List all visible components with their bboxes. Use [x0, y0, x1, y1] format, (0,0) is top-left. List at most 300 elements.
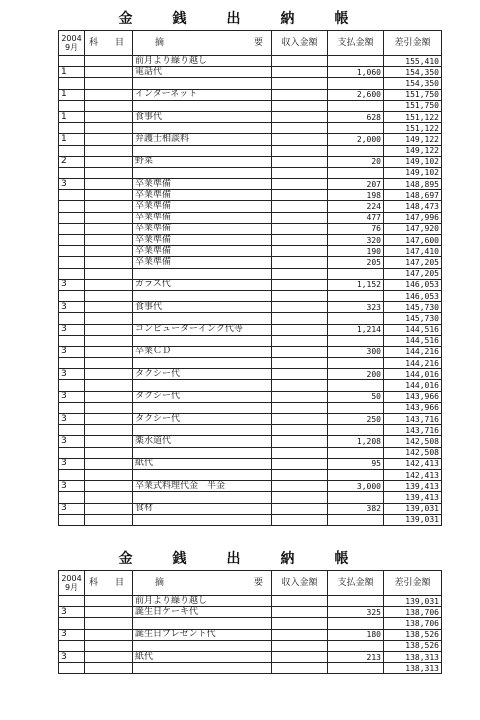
description-cell — [133, 402, 272, 413]
day-cell — [59, 663, 85, 674]
day-cell — [59, 235, 85, 246]
ledger-row — [59, 469, 442, 480]
header-date — [59, 571, 85, 596]
subject-cell — [85, 640, 133, 651]
payment-cell: 200 — [328, 369, 384, 380]
description-cell: 卒業準備 — [133, 257, 272, 268]
balance-cell: 151,122 — [384, 111, 442, 122]
subject-cell — [85, 279, 133, 290]
income-cell — [272, 447, 328, 458]
header-year: 2004 — [61, 574, 82, 583]
ledger-row — [59, 324, 442, 335]
description-cell: 卒業準備 — [133, 212, 272, 223]
description-cell: 弁護士相談料 — [133, 134, 272, 145]
payment-cell — [328, 663, 384, 674]
income-cell — [272, 179, 328, 190]
income-cell — [272, 629, 328, 640]
subject-cell — [85, 212, 133, 223]
day-cell — [59, 313, 85, 324]
income-cell — [272, 156, 328, 167]
payment-cell — [328, 640, 384, 651]
payment-cell: 190 — [328, 246, 384, 257]
ledger-title: 金 銭 出 納 帳 — [118, 551, 362, 567]
income-cell — [272, 302, 328, 313]
income-cell — [272, 235, 328, 246]
payment-cell: 2,000 — [328, 134, 384, 145]
balance-cell: 148,473 — [384, 201, 442, 212]
description-cell — [133, 492, 272, 503]
subject-cell — [85, 447, 133, 458]
description-cell: タクシー代 — [133, 414, 272, 425]
description-cell: 誕生日ケーキ代 — [133, 607, 272, 618]
payment-cell: 382 — [328, 503, 384, 514]
description-cell — [133, 425, 272, 436]
income-cell — [272, 380, 328, 391]
subject-cell — [85, 346, 133, 357]
balance-cell: 142,508 — [384, 447, 442, 458]
balance-cell: 147,410 — [384, 246, 442, 257]
description-cell: 前月より繰り越し — [133, 56, 272, 67]
day-cell: 3 — [59, 279, 85, 290]
balance-cell: 149,102 — [384, 167, 442, 178]
day-cell — [59, 514, 85, 525]
payment-cell: 300 — [328, 346, 384, 357]
subject-cell — [85, 145, 133, 156]
subject-cell — [85, 290, 133, 301]
payment-cell: 213 — [328, 651, 384, 662]
income-cell — [272, 212, 328, 223]
header-desc-a: 摘 — [155, 37, 165, 48]
day-cell: 1 — [59, 67, 85, 78]
subject-cell — [85, 201, 133, 212]
income-cell — [272, 134, 328, 145]
ledger-row — [59, 503, 442, 514]
income-cell — [272, 290, 328, 301]
payment-cell — [328, 100, 384, 111]
subject-cell — [85, 111, 133, 122]
balance-cell: 145,730 — [384, 313, 442, 324]
income-cell — [272, 492, 328, 503]
description-cell: 誕生日プレゼント代 — [133, 629, 272, 640]
ledger-row — [59, 380, 442, 391]
day-cell — [59, 380, 85, 391]
income-cell — [272, 257, 328, 268]
balance-cell: 145,730 — [384, 302, 442, 313]
day-cell: 3 — [59, 324, 85, 335]
ledger-row — [59, 78, 442, 89]
ledger-row — [59, 257, 442, 268]
day-cell — [59, 268, 85, 279]
subject-cell — [85, 67, 133, 78]
payment-cell: 224 — [328, 201, 384, 212]
description-cell: 食事代 — [133, 111, 272, 122]
ledger-row — [59, 618, 442, 629]
ledger-row — [59, 313, 442, 324]
ledger-row — [59, 179, 442, 190]
subject-cell — [85, 123, 133, 134]
header-date — [59, 31, 85, 56]
description-cell — [133, 123, 272, 134]
income-cell — [272, 67, 328, 78]
ledger-row — [59, 279, 442, 290]
subject-cell — [85, 436, 133, 447]
day-cell: 1 — [59, 134, 85, 145]
payment-cell — [328, 618, 384, 629]
day-cell: 3 — [59, 503, 85, 514]
header-income: 収入金額 — [272, 571, 328, 596]
header-desc-a: 摘 — [155, 577, 165, 588]
balance-cell: 143,966 — [384, 402, 442, 413]
payment-cell — [328, 596, 384, 607]
description-cell: ガラス代 — [133, 279, 272, 290]
payment-cell: 250 — [328, 414, 384, 425]
day-cell: 1 — [59, 111, 85, 122]
payment-cell — [328, 402, 384, 413]
balance-cell: 155,410 — [384, 56, 442, 67]
income-cell — [272, 201, 328, 212]
description-cell — [133, 447, 272, 458]
header-month: 9月 — [64, 583, 79, 592]
balance-cell: 138,526 — [384, 629, 442, 640]
income-cell — [272, 358, 328, 369]
description-cell — [133, 358, 272, 369]
subject-cell — [85, 100, 133, 111]
payment-cell: 20 — [328, 156, 384, 167]
balance-cell: 139,413 — [384, 492, 442, 503]
subject-cell — [85, 380, 133, 391]
ledger-row — [59, 235, 442, 246]
subject-cell — [85, 425, 133, 436]
payment-cell — [328, 358, 384, 369]
ledger-body — [59, 571, 442, 674]
subject-cell — [85, 469, 133, 480]
header-subject: 科 目 — [85, 31, 133, 56]
ledger-row — [59, 123, 442, 134]
income-cell — [272, 391, 328, 402]
ledger-row — [59, 346, 442, 357]
subject-cell — [85, 223, 133, 234]
payment-cell: 628 — [328, 111, 384, 122]
balance-cell: 151,750 — [384, 89, 442, 100]
balance-cell: 144,016 — [384, 369, 442, 380]
income-cell — [272, 402, 328, 413]
subject-cell — [85, 190, 133, 201]
ledger-row — [59, 447, 442, 458]
subject-cell — [85, 156, 133, 167]
payment-cell — [328, 56, 384, 67]
balance-cell: 149,122 — [384, 134, 442, 145]
description-cell: 電話代 — [133, 67, 272, 78]
subject-cell — [85, 402, 133, 413]
subject-cell — [85, 324, 133, 335]
ledger-row — [59, 302, 442, 313]
subject-cell — [85, 335, 133, 346]
description-cell: 卒業ＣＤ — [133, 346, 272, 357]
balance-cell: 148,895 — [384, 179, 442, 190]
subject-cell — [85, 629, 133, 640]
payment-cell — [328, 514, 384, 525]
day-cell — [59, 100, 85, 111]
day-cell: 3 — [59, 346, 85, 357]
subject-cell — [85, 167, 133, 178]
income-cell — [272, 596, 328, 607]
ledger-row — [59, 156, 442, 167]
subject-cell — [85, 257, 133, 268]
balance-cell: 143,966 — [384, 391, 442, 402]
header-balance: 差引金額 — [384, 571, 442, 596]
day-cell: 2 — [59, 156, 85, 167]
balance-cell: 139,031 — [384, 514, 442, 525]
header-income: 収入金額 — [272, 31, 328, 56]
payment-cell — [328, 290, 384, 301]
description-cell: 卒業準備 — [133, 179, 272, 190]
description-cell — [133, 268, 272, 279]
day-cell: 3 — [59, 629, 85, 640]
payment-cell — [328, 380, 384, 391]
ledger-row — [59, 67, 442, 78]
payment-cell — [328, 469, 384, 480]
payment-cell: 1,060 — [328, 67, 384, 78]
description-cell — [133, 663, 272, 674]
header-desc-b: 要 — [253, 37, 263, 48]
ledger-row — [59, 89, 442, 100]
description-cell: 食事代 — [133, 302, 272, 313]
subject-cell — [85, 369, 133, 380]
payment-cell: 320 — [328, 235, 384, 246]
description-cell — [133, 167, 272, 178]
income-cell — [272, 111, 328, 122]
payment-cell: 180 — [328, 629, 384, 640]
subject-cell — [85, 596, 133, 607]
payment-cell: 325 — [328, 607, 384, 618]
balance-cell: 138,526 — [384, 640, 442, 651]
header-month: 9月 — [64, 43, 79, 52]
ledger-row — [59, 358, 442, 369]
ledger-row — [59, 223, 442, 234]
ledger-row — [59, 458, 442, 469]
day-cell — [59, 78, 85, 89]
balance-cell: 147,600 — [384, 235, 442, 246]
subject-cell — [85, 618, 133, 629]
description-cell — [133, 313, 272, 324]
balance-cell: 147,205 — [384, 268, 442, 279]
day-cell: 3 — [59, 436, 85, 447]
balance-cell: 146,053 — [384, 290, 442, 301]
description-cell: インターネット — [133, 89, 272, 100]
header-year: 2004 — [61, 34, 82, 43]
balance-cell: 148,697 — [384, 190, 442, 201]
balance-cell: 142,413 — [384, 469, 442, 480]
balance-cell: 139,031 — [384, 596, 442, 607]
income-cell — [272, 618, 328, 629]
description-cell: 紙代 — [133, 651, 272, 662]
ledger-row — [59, 145, 442, 156]
day-cell — [59, 212, 85, 223]
payment-cell — [328, 492, 384, 503]
cash-ledger-table — [58, 30, 442, 526]
subject-cell — [85, 458, 133, 469]
description-cell — [133, 335, 272, 346]
day-cell: 3 — [59, 651, 85, 662]
balance-cell: 149,102 — [384, 156, 442, 167]
ledger-row — [59, 268, 442, 279]
description-cell: コンピューターインク代等 — [133, 324, 272, 335]
description-cell: タクシー代 — [133, 391, 272, 402]
balance-cell: 143,716 — [384, 425, 442, 436]
ledger-row — [59, 514, 442, 525]
description-cell: 野菜 — [133, 156, 272, 167]
subject-cell — [85, 503, 133, 514]
income-cell — [272, 436, 328, 447]
day-cell — [59, 492, 85, 503]
payment-cell — [328, 123, 384, 134]
day-cell — [59, 596, 85, 607]
day-cell: 3 — [59, 607, 85, 618]
income-cell — [272, 223, 328, 234]
ledger-row — [59, 391, 442, 402]
ledger-row — [59, 167, 442, 178]
day-cell — [59, 246, 85, 257]
day-cell: 3 — [59, 391, 85, 402]
day-cell — [59, 223, 85, 234]
subject-cell — [85, 78, 133, 89]
income-cell — [272, 89, 328, 100]
ledger-header-row — [59, 31, 442, 56]
description-cell: 卒業式料理代金 半金 — [133, 481, 272, 492]
ledger-row — [59, 369, 442, 380]
payment-cell: 477 — [328, 212, 384, 223]
description-cell — [133, 469, 272, 480]
payment-cell — [328, 335, 384, 346]
income-cell — [272, 663, 328, 674]
header-description — [133, 571, 272, 596]
subject-cell — [85, 302, 133, 313]
subject-cell — [85, 56, 133, 67]
description-cell: 卒業準備 — [133, 223, 272, 234]
income-cell — [272, 607, 328, 618]
description-cell — [133, 290, 272, 301]
balance-cell: 138,313 — [384, 651, 442, 662]
subject-cell — [85, 313, 133, 324]
subject-cell — [85, 663, 133, 674]
description-cell — [133, 618, 272, 629]
day-cell — [59, 425, 85, 436]
ledger-row — [59, 436, 442, 447]
ledger-row — [59, 663, 442, 674]
day-cell — [59, 257, 85, 268]
day-cell: 3 — [59, 481, 85, 492]
ledger-row — [59, 201, 442, 212]
income-cell — [272, 56, 328, 67]
ledger-row — [59, 402, 442, 413]
balance-cell: 147,920 — [384, 223, 442, 234]
header-payment: 支払金額 — [328, 571, 384, 596]
ledger-body — [59, 31, 442, 526]
ledger-row — [59, 246, 442, 257]
balance-cell: 151,122 — [384, 123, 442, 134]
description-cell — [133, 640, 272, 651]
subject-cell — [85, 358, 133, 369]
header-description — [133, 31, 272, 56]
income-cell — [272, 514, 328, 525]
day-cell — [59, 402, 85, 413]
income-cell — [272, 458, 328, 469]
income-cell — [272, 145, 328, 156]
balance-cell: 144,516 — [384, 335, 442, 346]
ledger-row — [59, 629, 442, 640]
payment-cell: 205 — [328, 257, 384, 268]
balance-cell: 138,313 — [384, 663, 442, 674]
balance-cell: 138,706 — [384, 618, 442, 629]
ledger-title: 金 銭 出 納 帳 — [118, 11, 362, 27]
income-cell — [272, 346, 328, 357]
ledger-row — [59, 290, 442, 301]
day-cell — [59, 167, 85, 178]
income-cell — [272, 246, 328, 257]
header-payment: 支払金額 — [328, 31, 384, 56]
balance-cell: 154,350 — [384, 67, 442, 78]
payment-cell: 1,152 — [328, 279, 384, 290]
ledger-row — [59, 111, 442, 122]
ledger-row — [59, 335, 442, 346]
balance-cell: 151,750 — [384, 100, 442, 111]
income-cell — [272, 313, 328, 324]
description-cell: 前月より繰り越し — [133, 596, 272, 607]
description-cell — [133, 514, 272, 525]
payment-cell — [328, 268, 384, 279]
balance-cell: 139,413 — [384, 481, 442, 492]
header-desc-b: 要 — [253, 577, 263, 588]
payment-cell: 50 — [328, 391, 384, 402]
payment-cell: 1,208 — [328, 436, 384, 447]
balance-cell: 144,016 — [384, 380, 442, 391]
balance-cell: 144,216 — [384, 358, 442, 369]
income-cell — [272, 100, 328, 111]
ledger-row — [59, 492, 442, 503]
income-cell — [272, 651, 328, 662]
description-cell: 卒業準備 — [133, 246, 272, 257]
subject-cell — [85, 268, 133, 279]
ledger-row — [59, 651, 442, 662]
balance-cell: 138,706 — [384, 607, 442, 618]
header-balance: 差引金額 — [384, 31, 442, 56]
description-cell: 薬水道代 — [133, 436, 272, 447]
income-cell — [272, 469, 328, 480]
income-cell — [272, 279, 328, 290]
income-cell — [272, 481, 328, 492]
balance-cell: 144,216 — [384, 346, 442, 357]
balance-cell: 149,122 — [384, 145, 442, 156]
subject-cell — [85, 514, 133, 525]
day-cell: 1 — [59, 89, 85, 100]
income-cell — [272, 123, 328, 134]
ledger-header-row — [59, 571, 442, 596]
subject-cell — [85, 134, 133, 145]
balance-cell: 147,205 — [384, 257, 442, 268]
balance-cell: 144,516 — [384, 324, 442, 335]
subject-cell — [85, 651, 133, 662]
income-cell — [272, 640, 328, 651]
subject-cell — [85, 246, 133, 257]
income-cell — [272, 167, 328, 178]
ledger-row — [59, 640, 442, 651]
income-cell — [272, 190, 328, 201]
day-cell — [59, 201, 85, 212]
subject-cell — [85, 481, 133, 492]
description-cell — [133, 100, 272, 111]
income-cell — [272, 324, 328, 335]
day-cell: 3 — [59, 179, 85, 190]
